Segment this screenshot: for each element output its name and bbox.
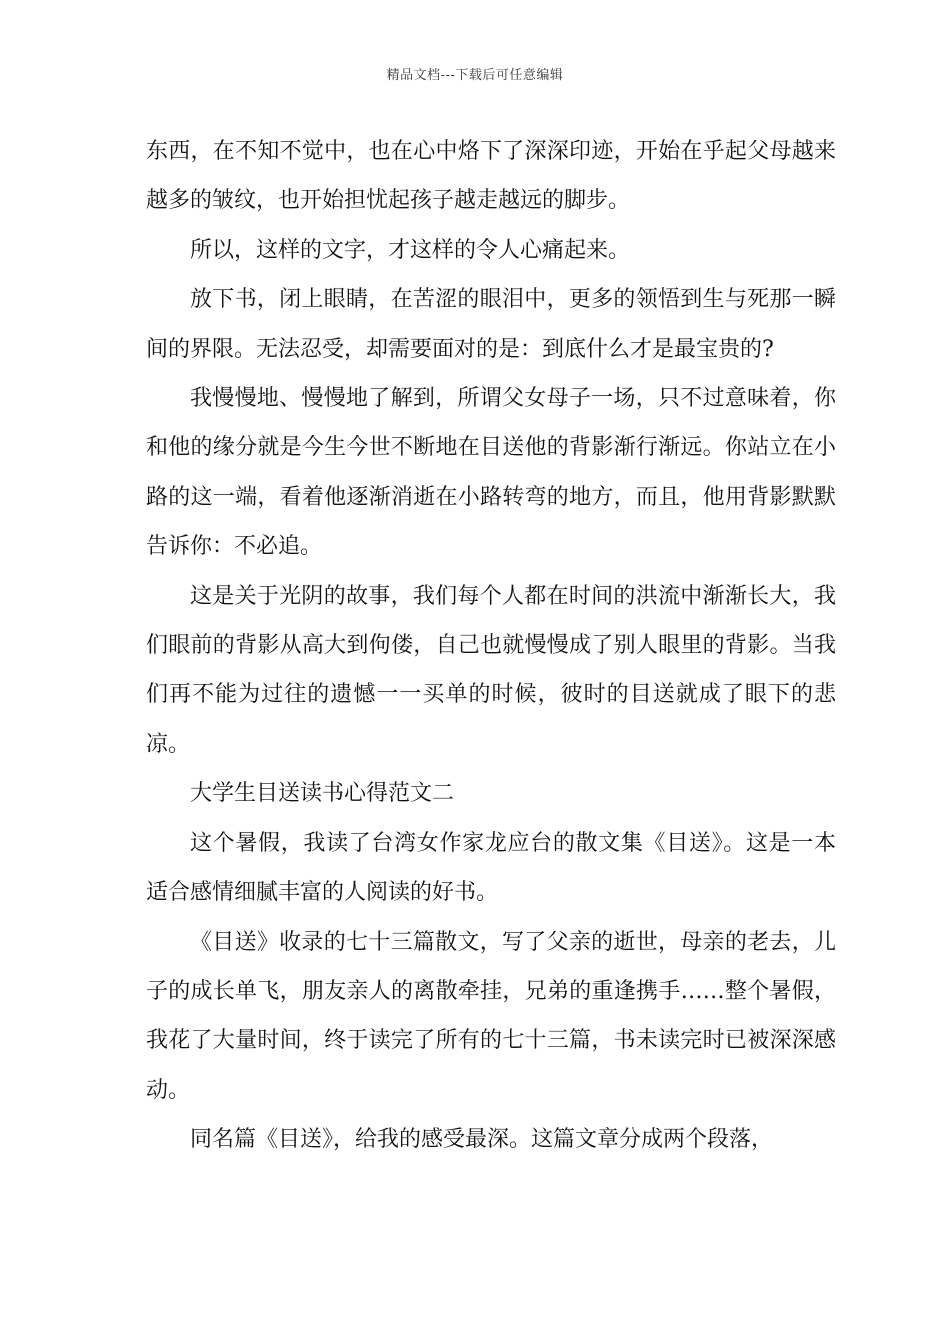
paragraph-3: 放下书，闭上眼睛，在苦涩的眼泪中，更多的领悟到生与死那一瞬间的界限。无法忍受，却需要面对的是：到底什么才是最宝贵的? <box>146 287 836 362</box>
paragraph-6: 这个暑假，我读了台湾女作家龙应台的散文集《目送》。这是一本适合感情细腻丰富的人阅读的好书。 <box>146 830 836 906</box>
page-header: 精品文档---下载后可任意编辑 <box>386 68 564 83</box>
paragraph-7: 《目送》收录的七十三篇散文，写了父亲的逝世，母亲的老去，儿子的成长单飞，朋友亲人的离散牵挂，兄弟的重逢携手……整个暑假，我花了大量时间，终于读完了所有的七十三篇，书未读完时已被深深感动。 <box>146 929 836 1103</box>
paragraph-2: 所以，这样的文字，才这样的令人心痛起来。 <box>190 237 631 263</box>
paragraph-8: 同名篇《目送》，给我的感受最深。这篇文章分成两个段落， <box>190 1127 774 1153</box>
document-body <box>146 127 836 1165</box>
paragraph-1: 东西，在不知不觉中，也在心中烙下了深深印迹，开始在乎起父母越来越多的皱纹，也开始担忧起孩子越走越远的脚步。 <box>146 139 836 214</box>
paragraph-5: 这是关于光阴的故事，我们每个人都在时间的洪流中渐渐长大，我们眼前的背影从高大到佝偻，自己也就慢慢成了别人眼里的背影。当我们再不能为过往的遗憾一一买单的时候，彼时的目送就成了眼下的悲凉。 <box>146 583 836 757</box>
paragraph-4: 我慢慢地、慢慢地了解到，所谓父女母子一场，只不过意味着，你和他的缘分就是今生今世不断地在目送他的背影渐行渐远。你站立在小路的这一端，看着他逐渐消逝在小路转弯的地方，而且，他用背影默默告诉你：不必追。 <box>146 386 836 560</box>
section-heading: 大学生目送读书心得范文二 <box>190 781 455 807</box>
